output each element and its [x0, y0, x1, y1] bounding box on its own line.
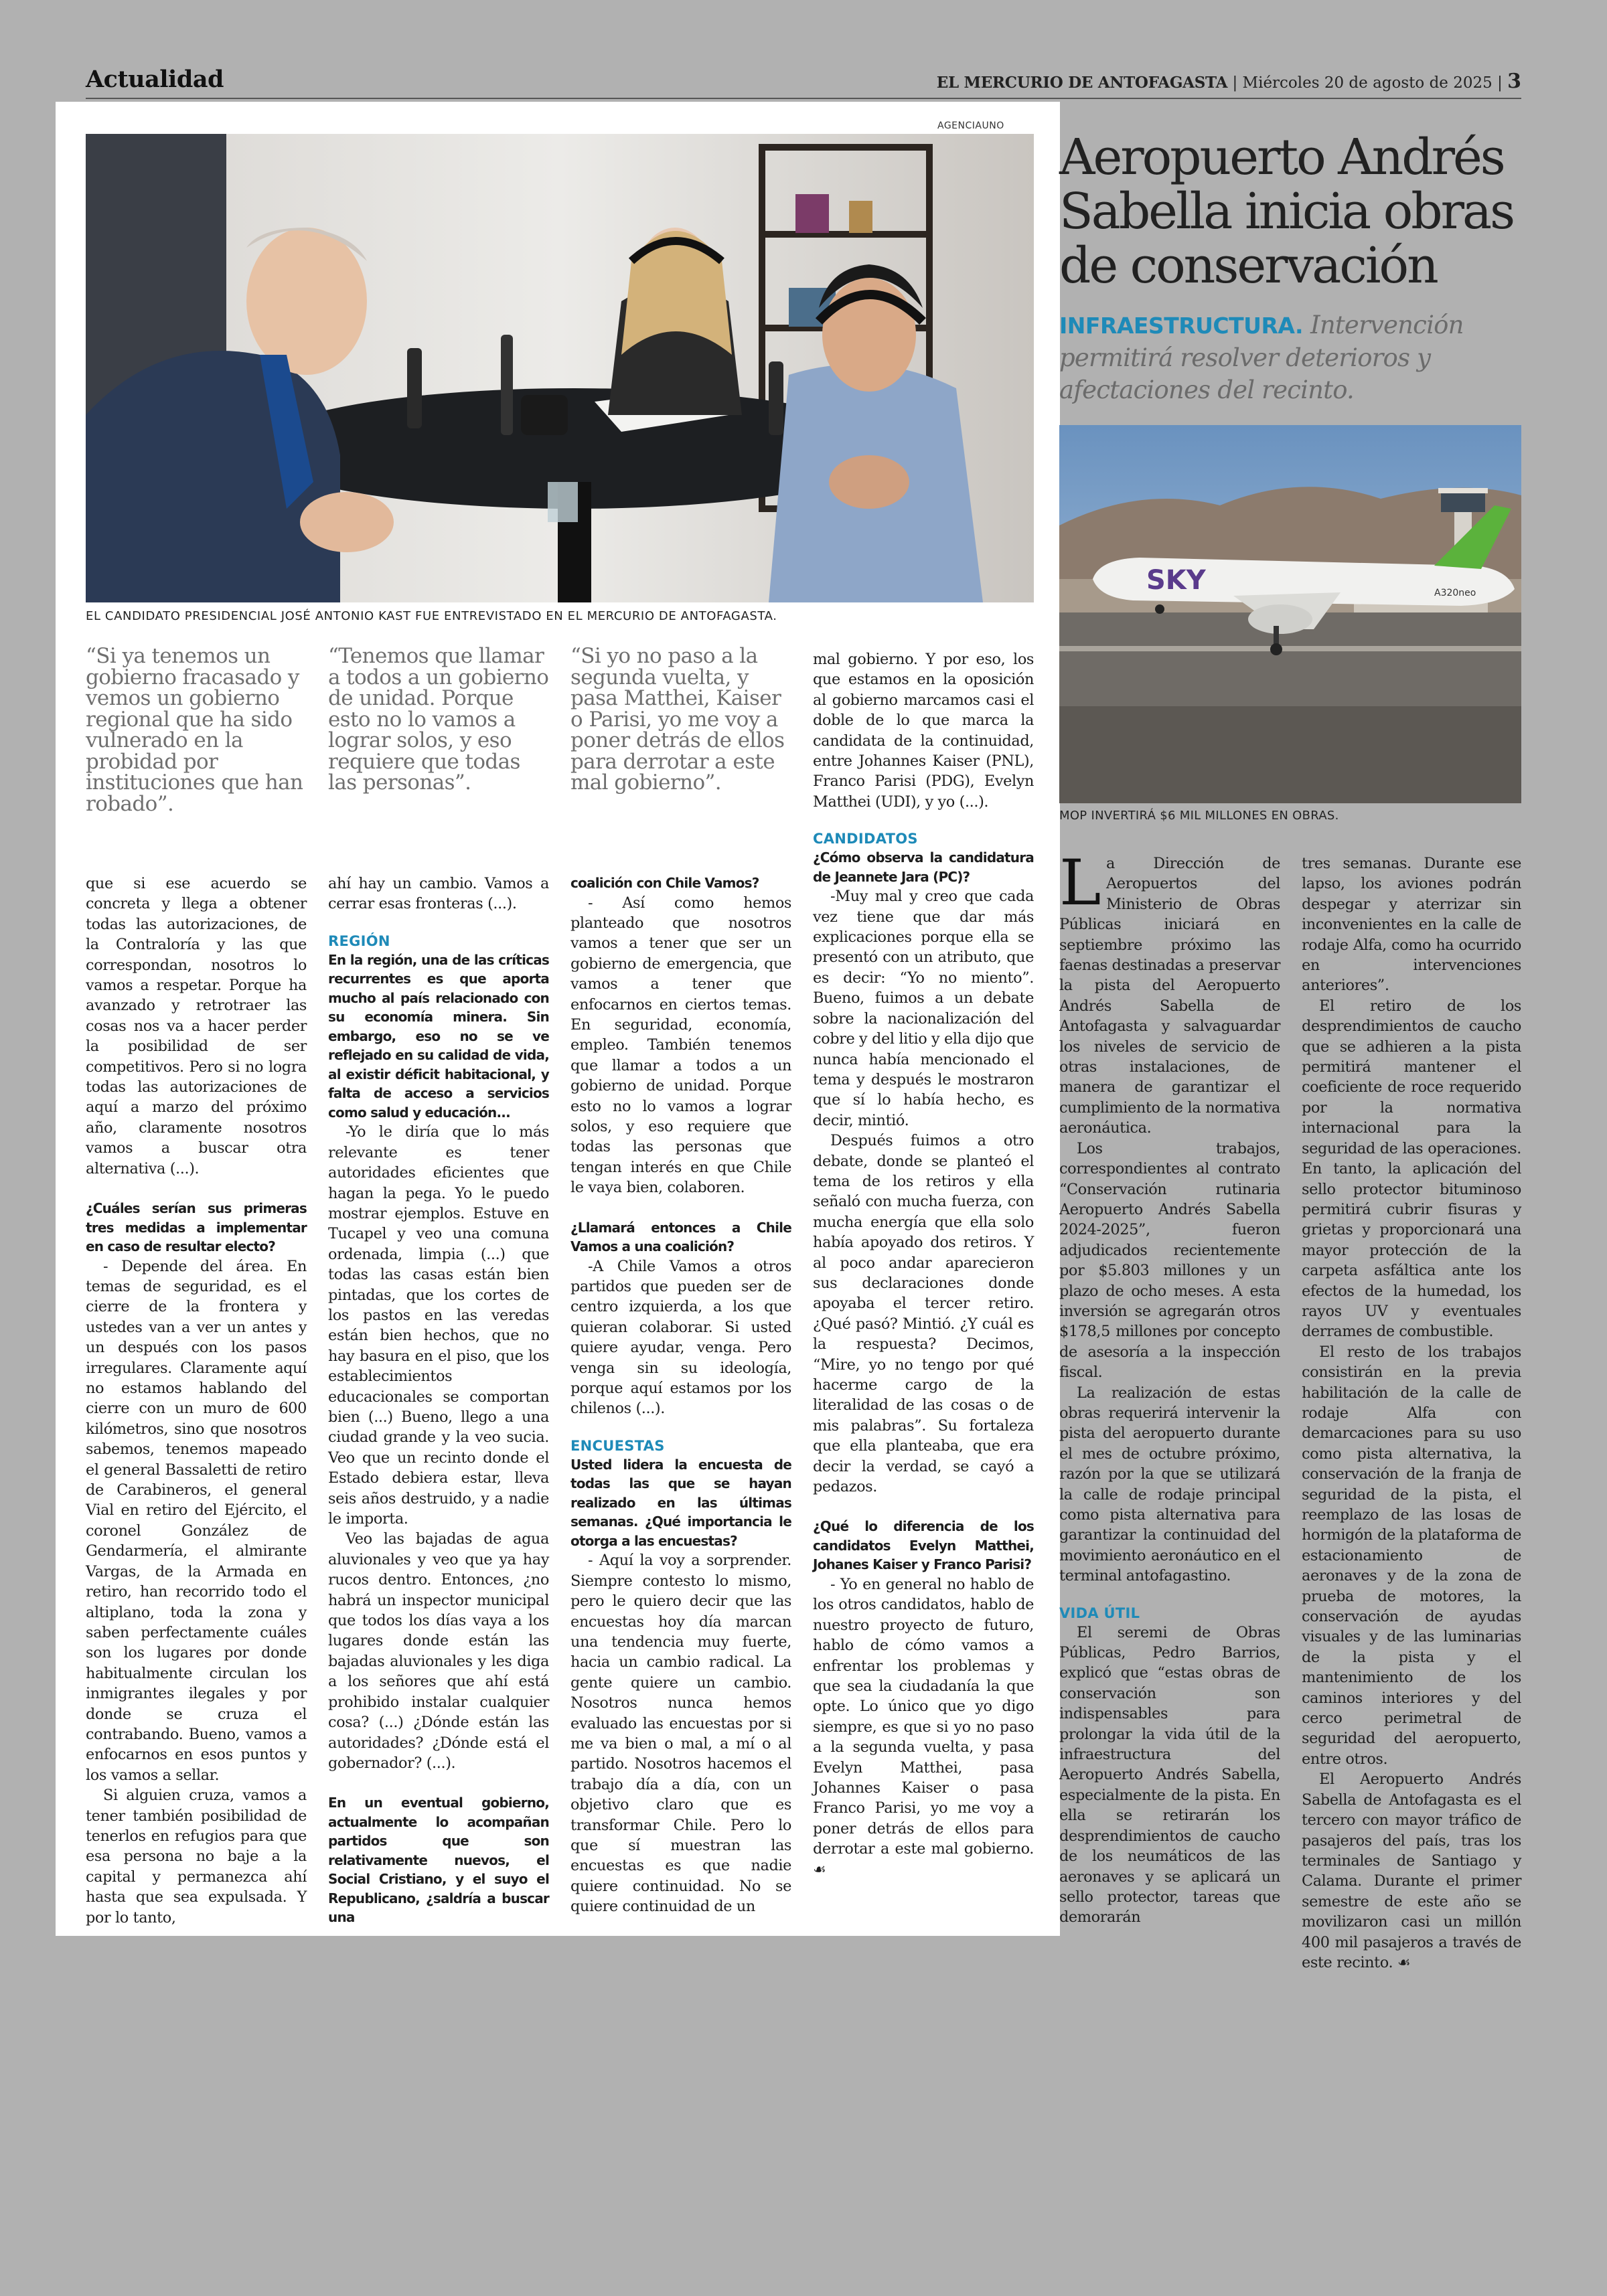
paragraph: [813, 1574, 1034, 1880]
question: ¿Cómo observa la candidatura de Jeannete Jara (PC)?: [813, 849, 1034, 885]
pull-quote-1: “Si ya tenemos un gobierno fracasado y vemos un gobierno regional que ha sido vulnerado en la probidad por instituciones que han robado”.: [86, 644, 303, 816]
paragraph: La realización de estas obras requerirá intervenir la pista del aeropuerto durante el mes de octubre próximo, razón por la que se utilizará la calle de rodaje principal como pista alternativa para garantizar la continuidad del movimiento aeronáutico en el terminal antofagastino.: [1059, 1384, 1280, 1585]
paragraph: -A Chile Vamos a otros partidos que pueden ser de centro izquierda, a los que quieran colaborar. Si usted quiere ayudar, venga. Pero venga sin su ideología, porque aquí estamos por los chilenos (...).: [570, 1257, 791, 1418]
interview-photo: [86, 134, 1034, 602]
interview-photo-caption: EL CANDIDATO PRESIDENCIAL JOSÉ ANTONIO KAST FUE ENTREVISTADO EN EL MERCURIO DE ANTOFAGASTA.: [86, 609, 777, 623]
paragraph: mal gobierno. Y por eso, los que estamos en la oposición al gobierno marcamos casi el doble de lo que marca la candidata de la continuidad, entre Johannes Kaiser (PNL), Franco Parisi (PDG), Evelyn Matthei (UDI), y yo (...).: [813, 651, 1034, 811]
interview-column-4: [813, 649, 1034, 1880]
paragraph: tres semanas. Durante ese lapso, los aviones podrán despegar y aterrizar sin inconvenientes en la calle de rodaje Alfa, como ha ocurrido en intervenciones anteriores”.: [1302, 855, 1521, 995]
closing-text: El Aeropuerto Andrés Sabella de Antofagasta es el tercero con mayor tráfico de pasajeros del país, tras los terminales de Santiago y Calama. Durante el primer semestre de este año se movilizaron casi un millón 400 mil pasajeros a través de este recinto.: [1302, 1771, 1521, 1971]
paragraph: ahí hay un cambio. Vamos a cerrar esas fronteras (...).: [328, 875, 549, 913]
separator: |: [1232, 74, 1243, 92]
paragraph: - Así como hemos planteado que nosotros vamos a tener que ser un gobierno de emergencia, que vamos a tener que enfocarnos en ciertos temas. En seguridad, economía, empleo. También tenemos que llamar a todos a un gobierno de unidad. Porque esto no lo vamos a lograr solos, y eso requiere que todas las personas que tengan interés en que Chile le vaya bien, colaboren.: [570, 894, 791, 1197]
lead-text: a Dirección de Aeropuertos del Ministerio de Obras Públicas iniciará en septiembre próximo las faenas destinadas a preservar la pista del Aeropuerto Andrés Sabella de Antofagasta y salvaguardar los niveles de servicio de otras instalaciones, de manera de garantizar el cumplimiento de la normativa aeronáutica.: [1059, 855, 1280, 1137]
section-name: Actualidad: [86, 66, 224, 93]
paragraph: Si alguien cruza, vamos a tener también posibilidad de tenerlos en refugios para que esa persona no baje a la capital y permanezca ahí hasta que sea expulsada. Y por lo tanto,: [86, 1787, 307, 1926]
airport-headline: Aeropuerto Andrés Sabella inicia obras de conservación: [1059, 129, 1514, 295]
paragraph: [1059, 847, 1280, 1139]
paragraph: Los trabajos, correspondientes al contrato “Conservación rutinaria Aeropuerto Andrés Sabella 2024-2025”, fueron adjudicados recientemente por $5.803 millones y un plazo de ocho meses. A esta inversión se agregarán otros $178,5 millones por concepto de asesoría a la inspección fiscal.: [1059, 1139, 1280, 1382]
paper-masthead: [937, 70, 1521, 93]
header-rule: [86, 98, 1521, 99]
question: En un eventual gobierno, actualmente lo acompañan partidos que son relativamente nuevos, el Social Cristiano, y el suyo el Republicano, ¿saldría a buscar una: [328, 1795, 549, 1926]
subhead-region: REGIÓN: [328, 932, 390, 949]
issue-date: Miércoles 20 de agosto de 2025: [1242, 74, 1493, 92]
paragraph: Después fuimos a otro debate, donde se planteó el tema de los retiros y ella señaló con mucha fuerza, con mucha energía que ella solo había apoyado dos retiros. Y al poco andar aparecieron sus declaraciones donde apoyaba el tercer retiro. ¿Qué pasó? Mintió. ¿Y cuál es la respuesta? Decimos, “Mire, yo no tengo por qué hacerme cargo de la literalidad de las cosas o de mis palabras”. Su fortaleza que ella planteaba, que era decir la verdad, se cayó a pedazos.: [813, 1132, 1034, 1496]
paragraph: [1302, 1769, 1521, 1973]
question: ¿Cuáles serían sus primeras tres medidas a implementar en caso de resultar electo?: [86, 1200, 307, 1255]
photo-credit: AGENCIAUNO: [937, 120, 1004, 131]
paragraph: El seremi de Obras Públicas, Pedro Barrios, explicó que “estas obras de conservación son indispensables para prolongar la vida útil de la infraestructura del Aeropuerto Andrés Sabella, especialmente de la pista. En ella se retirarán los desprendimientos de caucho de los neumáticos de las aeronaves y se aplicará un sello protector, tareas que demorarán: [1059, 1623, 1280, 1926]
pull-quote-3: “Si yo no paso a la segunda vuelta, y pasa Matthei, Kaiser o Parisi, yo me voy a poner detrás de ellos para derrotar a este mal gobierno”.: [570, 644, 785, 795]
question: ¿Llamará entonces a Chile Vamos a una coalición?: [570, 1219, 791, 1255]
question: Usted lidera la encuesta de todas las que se hayan realizado en las últimas semanas. ¿Qué importancia le otorga a las encuestas?: [570, 1456, 791, 1549]
question: ¿Qué lo diferencia de los candidatos Evelyn Matthei, Johanes Kaiser y Franco Parisi?: [813, 1518, 1034, 1573]
plane-livery-text: SKY: [1146, 565, 1206, 596]
interview-column-2: [328, 874, 549, 1927]
pull-quote-2: “Tenemos que llamar a todos a un gobierno de unidad. Porque esto no lo vamos a lograr solos, y eso requiere que todas las personas”.: [328, 644, 549, 795]
interview-column-1: [86, 874, 307, 1928]
plane-model-text: A320neo: [1434, 588, 1476, 598]
paragraph: - Depende del área. En temas de seguridad, es el cierre de la frontera y ustedes van a ver un antes y un después con los pasos irregulares. Claramente aquí no estamos hablando del cierre con un muro de 600 kilómetros, sino que nosotros sabemos, tenemos mapeado el general Bassaletti de retiro de Carabineros, el general Vial en retiro del Ejército, el coronel González de Gendarmería, el almirante Vargas, de la Armada en retiro, han recorrido todo el altiplano, toda la zona y saben perfectamente cuáles son los lugares por donde habitualmente circulan los inmigrantes ilegales y por donde se cruza el contrabando. Bueno, vamos a enfocarnos en esos puntos y los vamos a sellar.: [86, 1257, 307, 1784]
airport-deck-text: Intervención permitirá resolver deterioros y afectaciones del recinto.: [1059, 311, 1464, 404]
end-mark-icon: ☙: [813, 1861, 826, 1878]
airport-photo: [1059, 425, 1521, 803]
subhead-encuestas: ENCUESTAS: [570, 1437, 665, 1454]
paragraph: Veo las bajadas de agua aluvionales y veo que ya hay rucos dentro. Entonces, ¿no habrá un inspector municipal que todos los días vaya a los lugares donde están las bajadas aluvionales y les diga a los señores que ahí está prohibido instalar cualquier cosa? (...) ¿Dónde están las autoridades? ¿Dónde está el gobernador? (...).: [328, 1530, 549, 1772]
paper-name: EL MERCURIO DE ANTOFAGASTA: [936, 74, 1228, 92]
airport-column-1: [1059, 847, 1280, 1928]
question: coalición con Chile Vamos?: [570, 875, 759, 891]
airport-kicker: INFRAESTRUCTURA.: [1059, 313, 1304, 339]
paragraph: -Yo le diría que lo más relevante es tener autoridades eficientes que hagan la pega. Yo le puedo mostrar ejemplos. Estuve en Tucapel y veo una comuna ordenada, limpia (...) que todas las casas están bien pintadas, que los cortes de los pastos en las veredas están bien hechos, que no hay basura en el piso, que los establecimientos educacionales se comportan bien (...) Bueno, llego a una ciudad grande y la veo sucia. Veo que un recinto donde el Estado debiera estar, lleva seis años destruido, y a nadie le importa.: [328, 1123, 549, 1528]
subhead-vida-util: VIDA ÚTIL: [1059, 1605, 1140, 1621]
page-number: 3: [1507, 70, 1521, 93]
end-mark-icon: ☙: [1397, 1954, 1411, 1971]
paragraph: - Aquí la voy a sorprender. Siempre contesto lo mismo, pero le quiero decir que las encuestas hoy día marcan una tendencia muy fuerte, hacia un cambio radical. La gente quiere un cambio. Nosotros nunca hemos evaluado las encuestas por si me va bien o mal, a mí o al partido. Nosotros hacemos el trabajo día a día, con un objetivo claro que es transformar Chile. Pero lo que sí muestran las encuestas es que nadie quiere continuidad. No se quiere continuidad de un: [570, 1552, 791, 1916]
paragraph: -Muy mal y creo que cada vez tiene que dar más explicaciones porque ella se presentó con un atributo, que es decir: “Yo no miento”. Bueno, fuimos a un debate sobre la nacionalización del cobre y del litio y ella dijo que nunca había mencionado el tema y después le mostraron que sí lo había hecho, es decir, mintió.: [813, 888, 1034, 1129]
interview-column-3: [570, 874, 791, 1917]
answer-text: - Yo en general no hablo de los otros candidatos, hablo de nuestro proyecto de futuro, hablo de cómo vamos a enfrentar los problemas y que sea la ciudadanía la que opte. Lo único que yo digo siempre, es que si yo no paso a la segunda vuelta, y pasa Evelyn Matthei, pasa Johannes Kaiser o pasa Franco Parisi, yo me voy a poner detrás de ellos para derrotar a este mal gobierno.: [813, 1575, 1034, 1858]
airport-column-2: [1302, 853, 1521, 1973]
separator: |: [1497, 74, 1508, 92]
airport-photo-caption: MOP INVERTIRÁ $6 MIL MILLONES EN OBRAS.: [1059, 809, 1339, 823]
airport-deck: [1059, 309, 1541, 406]
drop-cap: L: [1059, 847, 1101, 920]
question: En la región, una de las críticas recurrentes es que aporta mucho al país relacionado con su economía minera. Sin embargo, eso no se ve reflejado en su calidad de vida, al existir déficit habitacional, y falta de acceso a servicios como salud y educación...: [328, 951, 549, 1121]
paragraph: que si ese acuerdo se concreta y llega a obtener todas las autorizaciones, de la Contraloría y las que correspondan, nosotros lo vamos a respetar. Porque ha avanzado y retrotraer las cosas nos va a hacer perder la posibilidad de ser competitivos. Pero si no logra todas las autorizaciones de aquí a marzo del próximo año, claramente nosotros vamos a buscar otra alternativa (...).: [86, 875, 307, 1177]
paragraph: El resto de los trabajos consistirán en la previa habilitación de la calle de rodaje Alfa con demarcaciones para su uso como pista alternativa, la conservación de la franja de seguridad de la pista, el reemplazo de las losas de hormigón de la plataforma de estacionamiento de aeronaves y de la zona de prueba de motores, la conservación de ayudas visuales y de las luminarias de la pista y el mantenimiento de los caminos interiores y del cerco perimetral de seguridad del aeropuerto, entre otros.: [1302, 1343, 1521, 1768]
subhead-candidatos: CANDIDATOS: [813, 831, 918, 847]
paragraph: El retiro de los desprendimientos de caucho que se adhieren a la pista permitirá mantener el coeficiente de roce requerido por la normativa internacional para la seguridad de las operaciones. En tanto, la aplicación del sello protector bituminoso permitirá cubrir fisuras y grietas y proporcionará una mayor protección de la carpeta asfáltica ante los efectos de la humedad, los rayos UV y eventuales derrames de combustible.: [1302, 997, 1521, 1341]
